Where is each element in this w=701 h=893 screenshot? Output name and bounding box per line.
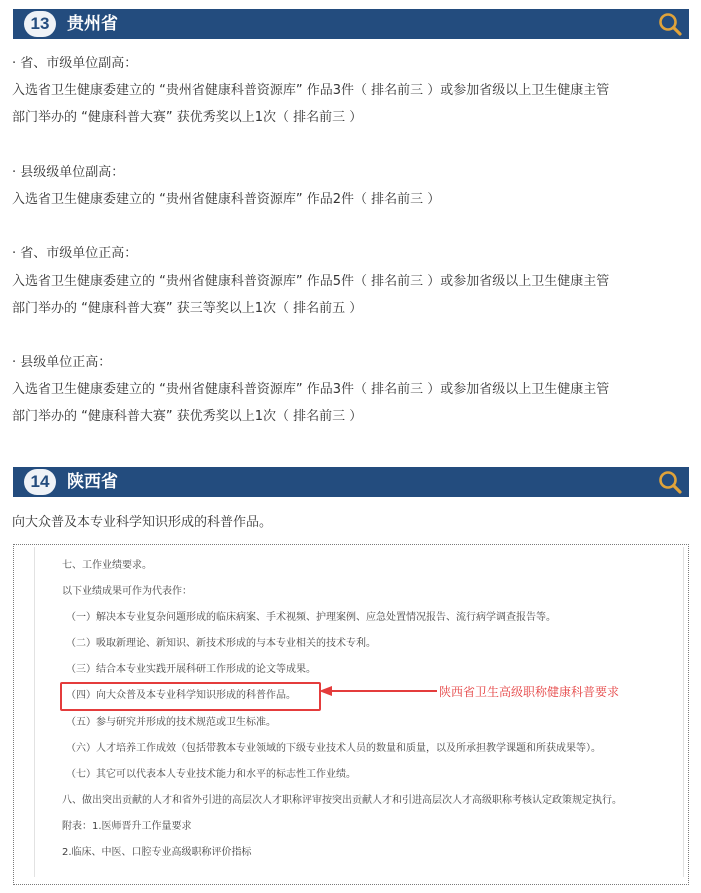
doc-line: （四）向大众普及本专业科学知识形成的科普作品。 bbox=[66, 690, 296, 701]
paragraph-line: 部门举办的 “健康科普大赛” 获优秀奖以上1次（ 排名前三 ） bbox=[12, 110, 363, 125]
paragraph-line: 部门举办的 “健康科普大赛” 获三等奖以上1次（ 排名前五 ） bbox=[12, 301, 363, 316]
doc-line: （五）参与研究并形成的技术规范或卫生标准。 bbox=[66, 717, 276, 728]
paragraph-line: 入选省卫生健康委建立的 “贵州省健康科普资源库” 作品5件（ 排名前三 ）或参加省级以上卫生健康主管 bbox=[12, 274, 610, 289]
doc-line: （三）结合本专业实践开展科研工作形成的论文等成果。 bbox=[66, 664, 316, 675]
doc-line: （一）解决本专业复杂问题形成的临床病案、手术视频、护理案例、应急处置情况报告、流行病学调查报告等。 bbox=[66, 612, 556, 623]
annotation-label: 陕西省卫生高级职称健康科普要求 bbox=[439, 685, 620, 699]
search-icon[interactable] bbox=[657, 11, 683, 37]
paragraph-line: 入选省卫生健康委建立的 “贵州省健康科普资源库” 作品3件（ 排名前三 ）或参加省级以上卫生健康主管 bbox=[12, 83, 610, 98]
doc-line: 附表：1.医师晋升工作量要求 bbox=[62, 821, 192, 832]
paragraph-line: · 省、市级单位正高： bbox=[12, 246, 138, 261]
search-icon[interactable] bbox=[657, 469, 683, 495]
paragraph-line: · 省、市级单位副高： bbox=[12, 56, 138, 71]
section-title: 陕西省 bbox=[67, 472, 118, 492]
section-header-guizhou bbox=[13, 9, 689, 39]
paragraph-line: 部门举办的 “健康科普大赛” 获优秀奖以上1次（ 排名前三 ） bbox=[12, 409, 363, 424]
section-number-badge: 13 bbox=[24, 11, 56, 37]
section-number-badge: 14 bbox=[24, 469, 56, 495]
section-title: 贵州省 bbox=[67, 14, 118, 34]
doc-line: （二）吸取新理论、新知识、新技术形成的与本专业相关的技术专利。 bbox=[66, 638, 376, 649]
paragraph-line: 入选省卫生健康委建立的 “贵州省健康科普资源库” 作品3件（ 排名前三 ）或参加省级以上卫生健康主管 bbox=[12, 382, 610, 397]
doc-line: 七、工作业绩要求。 bbox=[62, 560, 152, 571]
paragraph-line: 入选省卫生健康委建立的 “贵州省健康科普资源库” 作品2件（ 排名前三 ） bbox=[12, 192, 441, 207]
document-page bbox=[34, 547, 684, 877]
highlight-box bbox=[60, 682, 321, 711]
doc-line: 以下业绩成果可作为代表作： bbox=[62, 586, 192, 597]
doc-line: 2.临床、中医、口腔专业高级职称评价指标 bbox=[62, 847, 252, 858]
paragraph-line: · 县级单位正高： bbox=[12, 355, 112, 370]
section-header-shaanxi bbox=[13, 467, 689, 497]
paragraph-line: · 县级级单位副高： bbox=[12, 165, 125, 180]
doc-line: （七）其它可以代表本人专业技术能力和水平的标志性工作业绩。 bbox=[66, 769, 356, 780]
annotation-arrow bbox=[319, 685, 439, 697]
doc-line: （六）人才培养工作成效（包括带教本专业领域的下级专业技术人员的数量和质量，以及所承担教学课题和所获成果等）。 bbox=[66, 743, 601, 754]
section-intro: 向大众普及本专业科学知识形成的科普作品。 bbox=[12, 515, 273, 530]
document-image bbox=[13, 544, 689, 885]
doc-line: 八、做出突出贡献的人才和省外引进的高层次人才职称评审按突出贡献人才和引进高层次人才高级职称考核认定政策规定执行。 bbox=[62, 795, 622, 806]
